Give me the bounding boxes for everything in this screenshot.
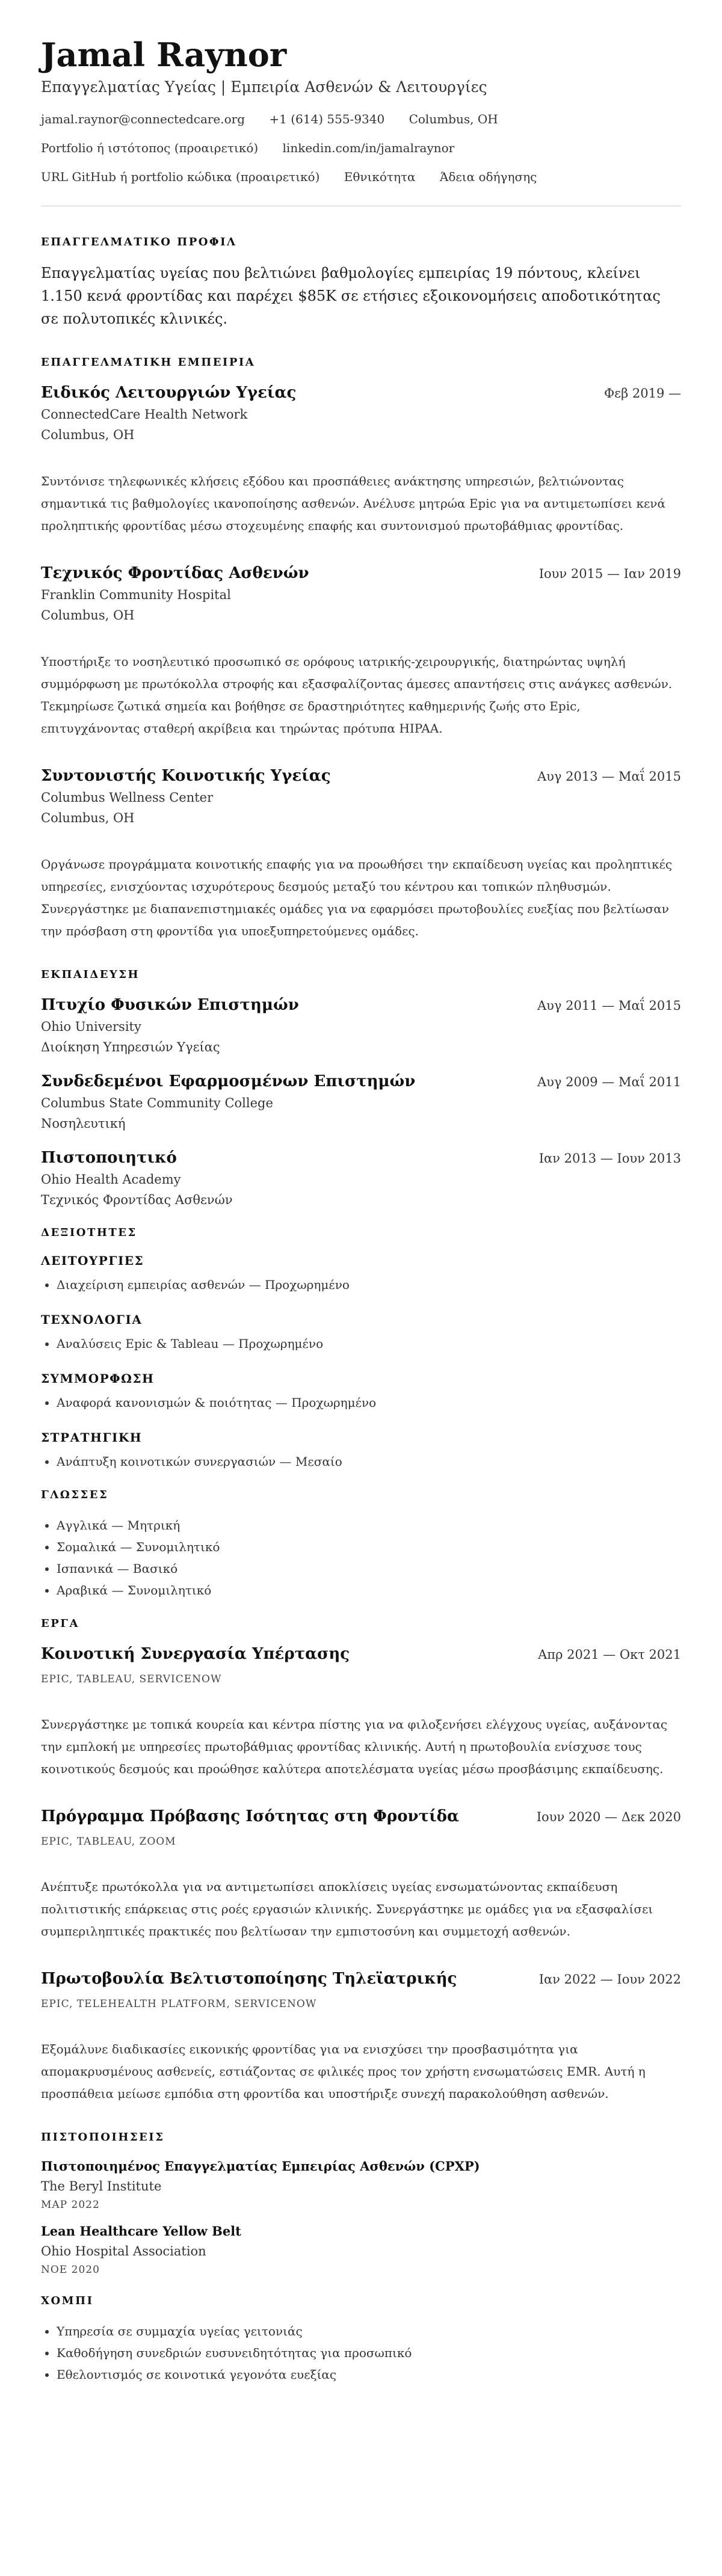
language-item: • Ισπανικά — Βασικό xyxy=(57,1558,681,1579)
certifications-section xyxy=(41,2130,681,2278)
job-dates: Ιουν 2015 — Ιαν 2019 xyxy=(538,567,681,581)
job-dates: Φεβ 2019 — xyxy=(603,386,681,401)
job-employer: Franklin Community Hospital xyxy=(41,588,231,602)
degree-dates: Ιαν 2013 — Ιουν 2013 xyxy=(538,1151,681,1166)
school-name: Ohio Health Academy xyxy=(41,1172,181,1187)
project-name: Πρόγραμμα Πρόβασης Ισότητας στη Φροντίδα xyxy=(41,1807,460,1825)
contact-location: Columbus, OH xyxy=(409,112,498,126)
language-item: • Αραβικά — Συνομιλητικό xyxy=(57,1579,681,1601)
project-tech: EPIC, TELEHEALTH PLATFORM, SERVICENOW xyxy=(41,1998,317,2010)
education-entry xyxy=(41,1071,681,1134)
project-tech: EPIC, TABLEAU, SERVICENOW xyxy=(41,1673,222,1685)
contact-nationality: Εθνικότητα xyxy=(344,170,416,184)
job-title: Ειδικός Λειτουργιών Υγείας xyxy=(41,384,297,402)
language-list xyxy=(41,1514,681,1601)
experience-entry xyxy=(41,382,681,537)
language-item: • Σομαλικά — Συνομιλητικό xyxy=(57,1536,681,1558)
hobby-item: • Καθοδήγηση συνεδριών ευσυνειδητότητας για προσωπικό xyxy=(57,2342,681,2364)
projects-section xyxy=(41,1617,681,2105)
skills-heading: ΔΕΞΙΟΤΗΤΕΣ xyxy=(41,1226,137,1239)
skill-list xyxy=(41,1333,681,1354)
hobby-item: • Υπηρεσία σε συμμαχία υγείας γειτονιάς xyxy=(57,2320,681,2342)
job-employer: Columbus Wellness Center xyxy=(41,790,214,805)
contact-portfolio[interactable]: Portfolio ή ιστότοπος (προαιρετικό) xyxy=(41,141,259,155)
school-name: Columbus State Community College xyxy=(41,1096,273,1110)
job-dates: Αυγ 2013 — Μαΐ 2015 xyxy=(537,769,681,784)
field-of-study: Τεχνικός Φροντίδας Ασθενών xyxy=(41,1193,233,1207)
job-title: Τεχνικός Φροντίδας Ασθενών xyxy=(41,564,309,582)
projects-heading: ΕΡΓΑ xyxy=(41,1617,79,1630)
skill-group-title: ΤΕΧΝΟΛΟΓΙΑ xyxy=(41,1312,143,1327)
job-location: Columbus, OH xyxy=(41,608,135,622)
job-description: Υποστήριξε το νοσηλευτικό προσωπικό σε ορόφους ιατρικής-χειρουργικής, διατηρώντας υψηλή συμμόρφωση με πρωτόκολλα στροφής και εξασφαλίζοντας άμεσες απαντήσεις στις ανάγκες ασθενών. Τεκμηρίωσε ζωτικά σημεία και βοήθησε σε δραστηριότητες καθημερινής ζωής στο Epic, επιτυγχάνοντας σταθερή ακρίβεια και τηρώντας πρότυπα HIPAA. xyxy=(41,654,673,736)
degree-dates: Αυγ 2011 — Μαΐ 2015 xyxy=(537,998,681,1013)
experience-heading: ΕΠΑΓΓΕΛΜΑΤΙΚΗ ΕΜΠΕΙΡΙΑ xyxy=(41,356,256,369)
language-item: • Αγγλικά — Μητρική xyxy=(57,1514,681,1536)
hobbies-section xyxy=(41,2294,681,2385)
resume-header xyxy=(41,35,681,185)
project-entry xyxy=(41,1968,681,2105)
contact-row-links xyxy=(41,140,681,156)
skill-list xyxy=(41,1451,681,1472)
field-of-study: Νοσηλευτική xyxy=(41,1116,126,1131)
profile-heading: ΕΠΑΓΓΕΛΜΑΤΙΚΟ ΠΡΟΦΙΛ xyxy=(41,236,237,248)
project-dates: Ιουν 2020 — Δεκ 2020 xyxy=(536,1810,681,1824)
skill-item: • Ανάπτυξη κοινοτικών συνεργασιών — Μεσαίο xyxy=(57,1451,681,1472)
education-heading: ΕΚΠΑΙΔΕΥΣΗ xyxy=(41,968,140,981)
skill-group-title: ΣΥΜΜΟΡΦΩΣΗ xyxy=(41,1371,155,1386)
skill-group-title: ΣΤΡΑΤΗΓΙΚΗ xyxy=(41,1430,143,1445)
education-entry xyxy=(41,1147,681,1210)
skill-item: • Αναλύσεις Epic & Tableau — Προχωρημένο xyxy=(57,1333,681,1354)
project-tech: EPIC, TABLEAU, ZOOM xyxy=(41,1836,176,1848)
skill-list xyxy=(41,1274,681,1296)
contact-license: Άδεια οδήγησης xyxy=(439,170,537,184)
skill-group-title: ΛΕΙΤΟΥΡΓΙΕΣ xyxy=(41,1253,144,1268)
degree-title: Πιστοποιητικό xyxy=(41,1149,177,1167)
contact-linkedin[interactable]: linkedin.com/in/jamalraynor xyxy=(282,141,455,155)
profile-summary: Επαγγελματίας υγείας που βελτιώνει βαθμολογίες εμπειρίας 19 πόντους, κλείνει 1.150 κενά φροντίδας και παρέχει $85K σε ετήσιες εξοικονομήσεις αποδοτικότητας σε πολυτοπικές κλινικές. xyxy=(41,265,661,327)
certification-name: Πιστοποιημένος Επαγγελματίας Εμπειρίας Ασθενών (CPXP) xyxy=(41,2159,480,2174)
candidate-name: Jamal Raynor xyxy=(41,35,287,74)
skill-item: • Αναφορά κανονισμών & ποιότητας — Προχωρημένο xyxy=(57,1392,681,1413)
project-description: Συνεργάστηκε με τοπικά κουρεία και κέντρα πίστης για να φιλοξενήσει ελέγχους υγείας, αυξάνοντας την εμπλοκή με υπηρεσίες πρωτοβάθμιας φροντίδας κλινικής. Αυτή η πρωτοβουλία ενίσχυσε τους κοινοτικούς δεσμούς και προώθησε καλύτερα αποτελέσματα υγείας μέσω προσβάσιμης εκπαίδευσης. xyxy=(41,1717,668,1776)
languages-section xyxy=(41,1488,681,1601)
skill-item: • Διαχείριση εμπειρίας ασθενών — Προχωρημένο xyxy=(57,1274,681,1296)
education-entry xyxy=(41,994,681,1057)
skills-section xyxy=(41,1226,681,1472)
project-name: Κοινοτική Συνεργασία Υπέρτασης xyxy=(41,1645,350,1663)
candidate-tagline: Επαγγελματίας Υγείας | Εμπειρία Ασθενών & Λειτουργίες xyxy=(41,78,487,96)
certification-entry xyxy=(41,2222,681,2278)
hobby-list xyxy=(41,2320,681,2385)
field-of-study: Διοίκηση Υπηρεσιών Υγείας xyxy=(41,1040,220,1054)
job-employer: ConnectedCare Health Network xyxy=(41,407,248,422)
project-description: Εξομάλυνε διαδικασίες εικονικής φροντίδας για να ενισχύσει την προσβασιμότητα για απομακρυσμένους ασθενείς, εστιάζοντας σε φιλικές προς τον χρήστη ενσωματώσεις EMR. Αυτή η προσπάθεια μείωσε εμπόδια στη φροντίδα και υποστήριξε συνεχή παρακολούθηση ασθενών. xyxy=(41,2042,646,2101)
contact-phone[interactable]: +1 (614) 555-9340 xyxy=(269,112,385,126)
education-section xyxy=(41,968,681,1210)
languages-heading: ΓΛΩΣΣΕΣ xyxy=(41,1489,109,1501)
experience-entry xyxy=(41,765,681,942)
project-dates: Ιαν 2022 — Ιουν 2022 xyxy=(538,1972,681,1987)
skill-list xyxy=(41,1392,681,1413)
job-location: Columbus, OH xyxy=(41,811,135,825)
job-title: Συντονιστής Κοινοτικής Υγείας xyxy=(41,767,331,785)
project-entry xyxy=(41,1643,681,1780)
experience-section xyxy=(41,355,681,942)
certification-entry xyxy=(41,2157,681,2213)
job-description: Συντόνισε τηλεφωνικές κλήσεις εξόδου και προσπάθειες ανάκτησης υπηρεσιών, βελτιώνοντας σημαντικά τις βαθμολογίες ικανοποίησης ασθενών. Ανέλυσε μητρώα Epic για να αντιμετωπίσει κενά προληπτικής φροντίδας μέσω στοχευμένης επαφής και συντονισμού πρωτοβάθμιας φροντίδας. xyxy=(41,474,665,533)
hobbies-heading: ΧΟΜΠΙ xyxy=(41,2295,94,2307)
certification-date: ΜΑΡ 2022 xyxy=(41,2199,100,2211)
certification-issuer: The Beryl Institute xyxy=(41,2179,162,2193)
contact-github[interactable]: URL GitHub ή portfolio κώδικα (προαιρετικό) xyxy=(41,170,320,184)
job-description: Οργάνωσε προγράμματα κοινοτικής επαφής για να προωθήσει την εκπαίδευση υγείας και προληπτικές υπηρεσίες, ενισχύοντας ισχυρότερους δεσμούς μεταξύ του κέντρου και τοπικών πληθυσμών. Συνεργάστηκε με διαπανεπιστημιακές ομάδες για να εφαρμόσει πρωτοβουλίες ευεξίας που βελτίωσαν την πρόσβαση στη φροντίδα για υποεξυπηρετούμενες ομάδες. xyxy=(41,857,673,938)
job-location: Columbus, OH xyxy=(41,428,135,442)
degree-title: Πτυχίο Φυσικών Επιστημών xyxy=(41,996,299,1014)
profile-section xyxy=(41,235,681,330)
certification-name: Lean Healthcare Yellow Belt xyxy=(41,2224,241,2239)
certification-issuer: Ohio Hospital Association xyxy=(41,2244,206,2258)
school-name: Ohio University xyxy=(41,1019,141,1034)
degree-title: Συνδεδεμένοι Εφαρμοσμένων Επιστημών xyxy=(41,1072,416,1090)
degree-dates: Αυγ 2009 — Μαΐ 2011 xyxy=(537,1075,681,1089)
project-name: Πρωτοβουλία Βελτιστοποίησης Τηλεϊατρικής xyxy=(41,1970,457,1988)
contact-row-primary xyxy=(41,111,681,128)
certification-date: ΝΟΕ 2020 xyxy=(41,2264,100,2276)
certifications-heading: ΠΙΣΤΟΠΟΙΗΣΕΙΣ xyxy=(41,2131,165,2144)
experience-entry xyxy=(41,562,681,740)
contact-email[interactable]: jamal.raynor@connectedcare.org xyxy=(41,112,245,126)
project-description: Ανέπτυξε πρωτόκολλα για να αντιμετωπίσει αποκλίσεις υγείας ενσωματώνοντας εκπαίδευση πολιτιστικής επάρκειας στις ροές εργασιών κλινικής. Συνεργάστηκε με ομάδες για να εξασφαλίσει συμπεριληπτικές πρακτικές που βελτίωσαν την εμπιστοσύνη και συμμετοχή ασθενών. xyxy=(41,1880,653,1938)
hobby-item: • Εθελοντισμός σε κοινοτικά γεγονότα ευεξίας xyxy=(57,2364,681,2385)
contact-row-extra xyxy=(41,168,681,185)
project-entry xyxy=(41,1806,681,1943)
project-dates: Απρ 2021 — Οκτ 2021 xyxy=(538,1647,681,1662)
